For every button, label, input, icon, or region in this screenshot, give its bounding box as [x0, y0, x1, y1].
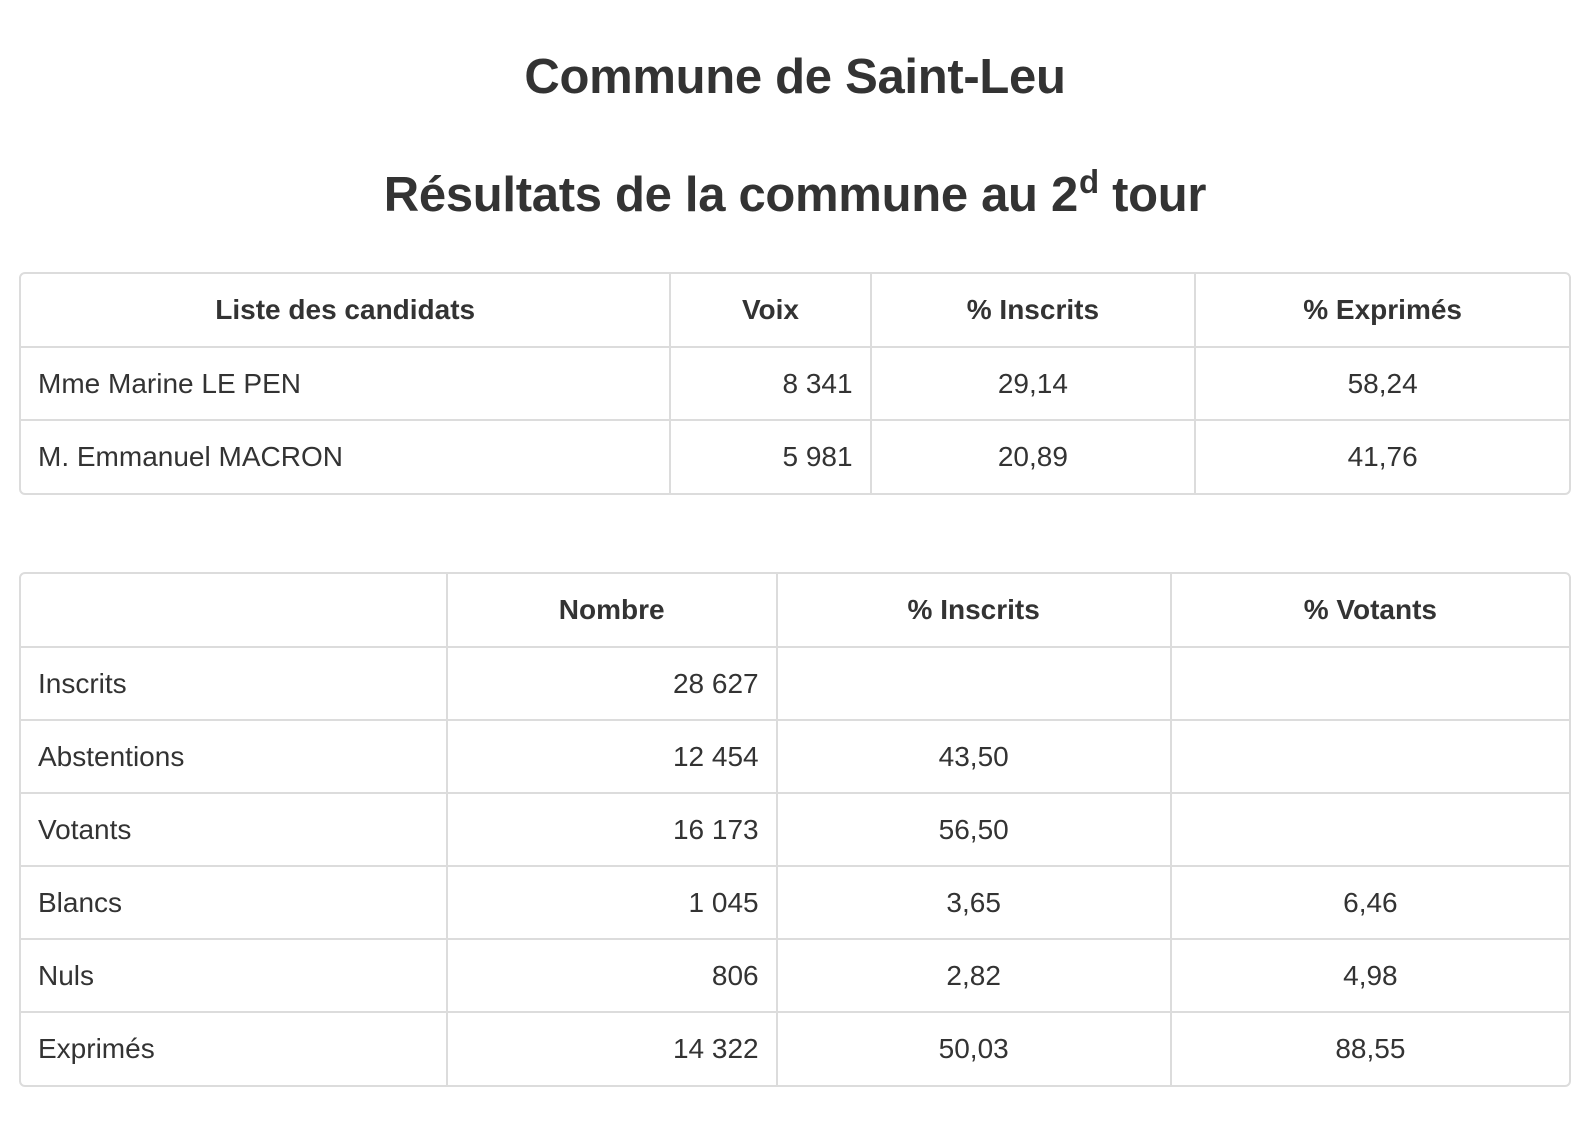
column-header-nombre: Nombre — [447, 574, 777, 647]
candidate-name: Mme Marine LE PEN — [21, 347, 670, 420]
candidate-row — [21, 420, 1569, 493]
stats-pct-votants: 4,98 — [1171, 939, 1569, 1012]
stats-row — [21, 1012, 1569, 1085]
stats-row — [21, 720, 1569, 793]
stats-header-row — [21, 574, 1569, 647]
stats-pct-votants: 88,55 — [1335, 1033, 1406, 1064]
stats-pct-inscrits: 43,50 — [777, 720, 1171, 793]
stats-table — [21, 574, 1569, 1085]
stats-pct-votants — [1171, 647, 1569, 720]
column-header-voix: Voix — [670, 274, 870, 347]
candidate-pct-inscrits: 20,89 — [871, 420, 1196, 493]
stats-pct-inscrits: 56,50 — [777, 793, 1171, 866]
column-header-candidates: Liste des candidats — [21, 274, 670, 347]
stats-label: Nuls — [21, 939, 447, 1012]
stats-pct-inscrits: 50,03 — [777, 1012, 1171, 1085]
stats-row — [21, 866, 1569, 939]
stats-nombre: 16 173 — [447, 793, 777, 866]
stats-table-container — [19, 572, 1571, 1087]
stats-pct-votants — [1171, 793, 1569, 866]
page-title — [19, 48, 1571, 106]
stats-label: Blancs — [21, 866, 447, 939]
stats-nombre: 12 454 — [447, 720, 777, 793]
candidate-pct-exprimes: 58,24 — [1195, 347, 1569, 420]
results-heading — [19, 163, 1571, 224]
stats-nombre: 14 322 — [447, 1012, 777, 1085]
candidates-table-container — [19, 272, 1571, 495]
stats-nombre: 806 — [447, 939, 777, 1012]
candidates-header-row — [21, 274, 1569, 347]
candidate-pct-exprimes: 41,76 — [1347, 441, 1418, 472]
candidate-pct-inscrits: 29,14 — [871, 347, 1196, 420]
stats-label: Abstentions — [21, 720, 447, 793]
stats-label: Votants — [21, 793, 447, 866]
stats-pct-inscrits — [777, 647, 1171, 720]
stats-pct-inscrits: 2,82 — [777, 939, 1171, 1012]
candidates-table — [21, 274, 1569, 493]
candidate-voix: 5 981 — [670, 420, 870, 493]
commune-title: Commune de Saint-Leu — [524, 50, 1066, 104]
stats-nombre: 28 627 — [447, 647, 777, 720]
stats-row — [21, 939, 1569, 1012]
stats-label: Inscrits — [21, 647, 447, 720]
stats-label: Exprimés — [21, 1012, 447, 1085]
column-header-pct-votants: % Votants — [1171, 574, 1569, 647]
stats-nombre: 1 045 — [447, 866, 777, 939]
stats-row — [21, 647, 1569, 720]
stats-pct-votants: 6,46 — [1171, 866, 1569, 939]
candidate-name: M. Emmanuel MACRON — [21, 420, 670, 493]
results-title-end: tour — [1098, 168, 1207, 222]
candidate-voix: 8 341 — [670, 347, 870, 420]
results-title-main: Résultats de la commune au 2 — [383, 168, 1078, 222]
stats-row — [21, 793, 1569, 866]
stats-pct-inscrits: 3,65 — [777, 866, 1171, 939]
results-title-ordinal: d — [1078, 163, 1099, 200]
column-header-pct-inscrits: % Inscrits — [871, 274, 1196, 347]
column-header-pct-exprimes: % Exprimés — [1195, 274, 1569, 347]
candidate-row — [21, 347, 1569, 420]
column-header-pct-inscrits: % Inscrits — [777, 574, 1171, 647]
stats-pct-votants — [1171, 720, 1569, 793]
column-header-label — [21, 574, 447, 647]
